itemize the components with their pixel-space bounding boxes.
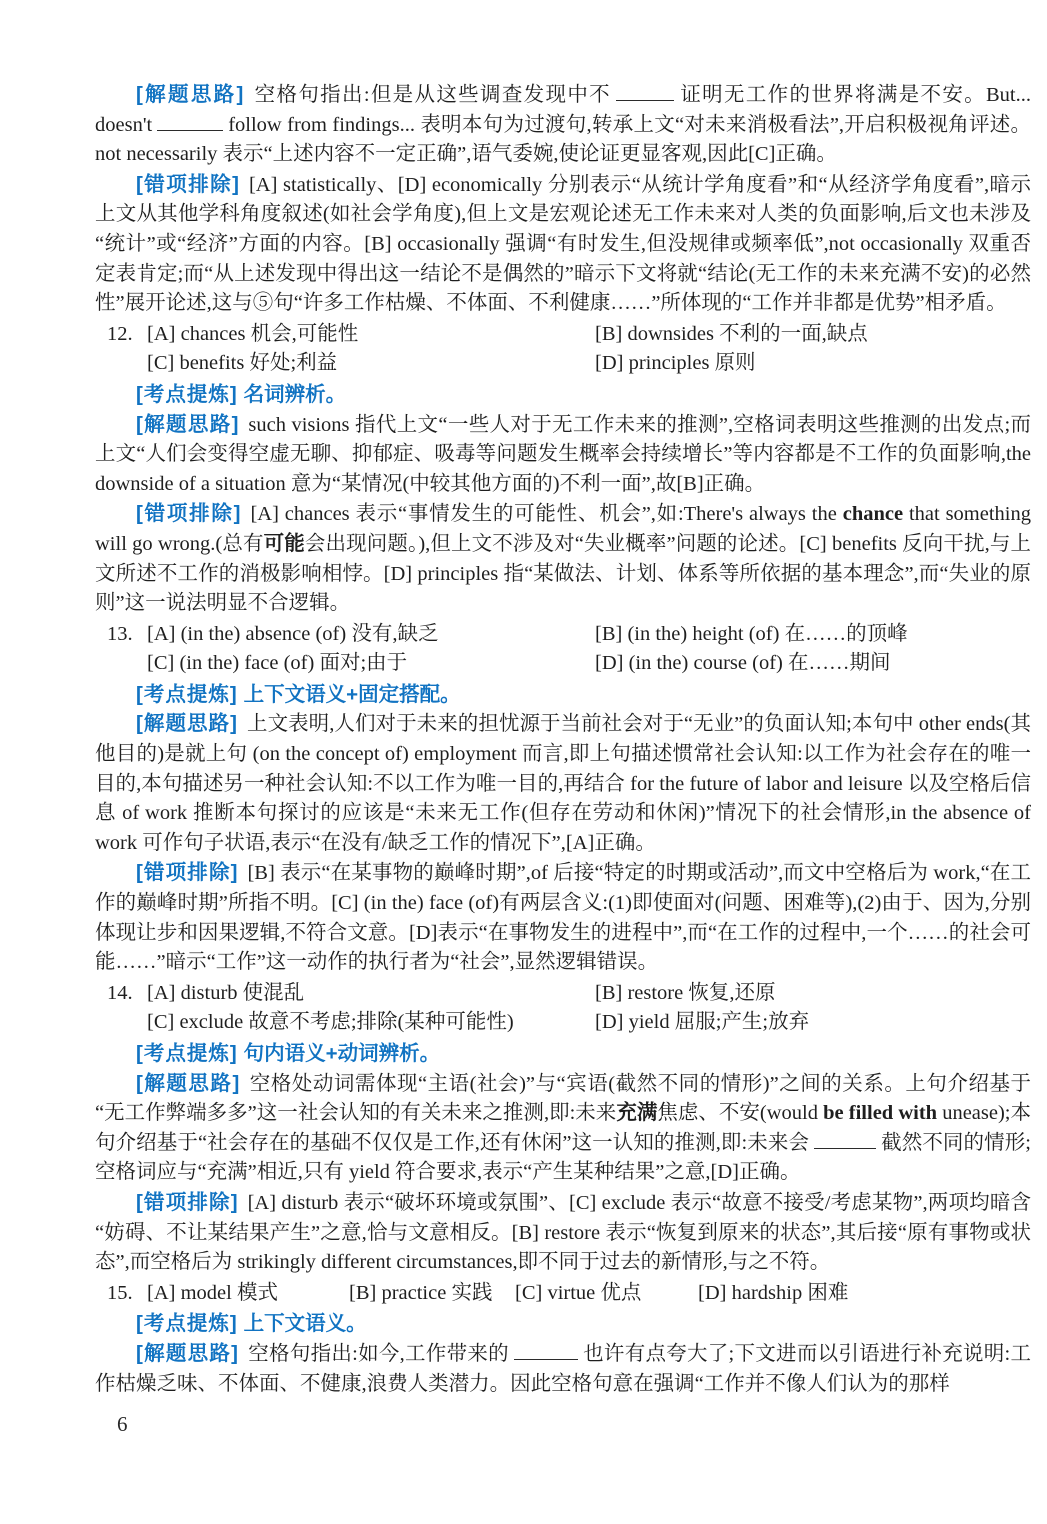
body-text: 空格处动词需体现“主语(社会)”与“宾语(截然不同的情形)”之间的关系。上句介绍基于“无工作弊端多多”这一社会认知的有关未来之推测,即:未来: [95, 1072, 1031, 1125]
section-label: [考点提炼]: [136, 682, 238, 706]
bold-text: 充满: [616, 1102, 658, 1125]
option-word: disturb: [180, 981, 243, 1004]
option-word: benefits: [179, 352, 250, 375]
q13-options: [95, 620, 1031, 679]
keypoint-text: 句内语义+动词辨析。: [243, 1042, 441, 1065]
section-label: [解题思路]: [136, 1341, 240, 1365]
q12-elimination-paragraph: [95, 499, 1031, 618]
keypoint-text: 名词辨析。: [243, 382, 347, 406]
section-label: [错项排除]: [136, 861, 239, 885]
body-text: 会出现问题。),但上文不涉及对“失业概率”问题的论述。[C] benefits 反向干扰,与上文所述不工作的消极影响相悖。[D] principles 指“某做法、计划、体系等所依据的基本理念”,而“失业的原则”这一说法明显不合逻辑。: [95, 532, 1031, 615]
section-label: [解题思路]: [136, 1071, 241, 1095]
option-D: [595, 649, 1031, 679]
section-label: [解题思路]: [136, 712, 238, 736]
option-key: [C]: [515, 1281, 548, 1304]
option-word: restore: [627, 981, 689, 1004]
option-key: [B]: [595, 622, 628, 645]
option-word: chances: [180, 322, 251, 345]
option-word: exclude: [179, 1011, 249, 1034]
option-A: [107, 320, 595, 350]
option-word: practice: [381, 1281, 452, 1304]
option-key: [A]: [147, 1281, 181, 1304]
option-word: downsides: [627, 322, 720, 345]
q13-keypoint-line: [95, 680, 1031, 710]
body-text: [B] 表示“在某事物的巅峰时期”,of 后接“特定的时期或活动”,而文中空格后为 work,“在工作的巅峰时期”所指不明。[C] (in the) face (of)有两层含义:(1)即使面对(问题、困难等),(2)由于、因为,分别体现让步和因果逻辑,不符合文意。[D]表示“在事物发生的进程中”,而“在工作的过程中,一个……的社会可能……”暗示“工作”这一动作的执行者为“社会”,显然逻辑错误。: [95, 862, 1032, 974]
option-key: [C]: [147, 352, 180, 375]
option-B: [595, 620, 1031, 650]
fill-blank-line: [616, 85, 674, 101]
option-gloss: 屈服;产生;放弃: [674, 1011, 810, 1034]
body-text: [A] statistically、[D] economically 分别表示“从统计学角度看”和“从经济学角度看”,暗示上文从其他学科角度叙述(如社会学角度),但上文是宏观论述无工作未来对人类的负面影响,后文也未涉及“统计”或“经济”方面的内容。[B] occasionally 强调“有时发生,但没规律或频率低”,not occasionally 双重否定表肯定;而“从上述发现中得出这一结论不是偶然的”暗示下文将就“结论(无工作的未来充满不安)的必然性”展开论述,这与⑤句“许多工作枯燥、不体面、不利健康……”所体现的“工作并非都是优势”相矛盾。: [95, 173, 1031, 315]
bold-text: be filled with: [823, 1102, 938, 1125]
section-label: [错项排除]: [136, 1190, 239, 1214]
option-key: [B]: [349, 1281, 382, 1304]
body-text: 也许有点夸大了;下文进而以引语进行补充说明:工作枯燥乏味、不体面、不健康,浪费人类潜力。因此空格句意在强调“工作并不像人们认为的那样: [95, 1342, 1031, 1395]
q14-keypoint-line: [95, 1039, 1031, 1069]
option-key: [A]: [147, 981, 181, 1004]
option-word: (in the) course (of): [628, 652, 788, 675]
section-label: [考点提炼]: [136, 382, 238, 406]
page-number: 6: [117, 1412, 128, 1436]
q14-analysis-paragraph: [95, 1069, 1031, 1188]
option-key: [A]: [147, 622, 181, 645]
question-number: 14.: [107, 981, 133, 1004]
q15-analysis-paragraph: [95, 1339, 1031, 1399]
option-key: [A]: [147, 322, 181, 345]
option-D: [595, 349, 1031, 379]
option-gloss: 在……的顶峰: [784, 622, 908, 645]
option-B: [595, 320, 1031, 350]
body-text: 空格句指出:但是从这些调查发现中不: [253, 84, 612, 106]
section-label: [解题思路]: [136, 83, 245, 106]
option-D: [595, 1008, 1031, 1038]
question-number: 13.: [107, 622, 133, 645]
body-text: 证明无工作的世界将满是不安。But... doesn't: [95, 84, 1031, 136]
option-gloss: 好处;利益: [249, 352, 338, 375]
option-gloss: 实践: [451, 1281, 493, 1304]
option-gloss: 原则: [714, 352, 756, 375]
option-A: [107, 620, 595, 650]
q15-options: [95, 1279, 1031, 1309]
option-key: [D]: [698, 1281, 732, 1304]
q15-keypoint-line: [95, 1309, 1031, 1339]
q11-elimination-paragraph: [95, 170, 1031, 319]
option-gloss: 恢复,还原: [688, 981, 776, 1004]
option-word: (in the) height (of): [627, 622, 785, 645]
option-key: [C]: [147, 1011, 180, 1034]
body-text: that something will go wrong.(总有: [95, 503, 1031, 555]
body-text: unease);本句介绍基于“社会存在的基础不仅仅是工作,还有休闲”这一认知的推测,即:未来会: [95, 1102, 1032, 1154]
body-text: 焦虑、不安(would: [657, 1102, 824, 1125]
option-C: [107, 349, 595, 379]
option-gloss: 优点: [600, 1281, 642, 1304]
option-C: [515, 1279, 698, 1309]
section-label: [考点提炼]: [136, 1312, 238, 1336]
section-label: [解题思路]: [136, 412, 240, 436]
option-gloss: 在……期间: [787, 652, 891, 675]
option-key: [D]: [595, 652, 629, 675]
keypoint-text: 上下文语义。: [243, 1312, 367, 1336]
q12-options: [95, 320, 1031, 379]
fill-blank-line: [157, 115, 223, 131]
option-word: virtue: [547, 1281, 601, 1304]
question-number: 15.: [107, 1281, 133, 1304]
question-number: 12.: [107, 322, 133, 345]
body-text: [A] disturb 表示“破坏环境或氛围”、[C] exclude 表示“故意不接受/考虑某物”,两项均暗含“妨碍、不让某结果产生”之意,恰与文意相反。[B] restore 表示“恢复到原来的状态”,其后接“原有事物或状态”,而空格后为 strikingly different circumstances,即不同于过去的新情形,与之不符。: [95, 1191, 1032, 1274]
option-key: [B]: [595, 981, 628, 1004]
q12-keypoint-line: [95, 380, 1031, 410]
content: [95, 80, 1031, 1399]
option-word: (in the) face (of): [179, 652, 320, 675]
fill-blank-line: [514, 1344, 578, 1360]
option-C: [107, 649, 595, 679]
body-text: [A] chances 表示“事情发生的可能性、机会”,如:There's always the: [250, 503, 843, 526]
body-text: 截然不同的情形;空格词应与“充满”相近,只有 yield 符合要求,表示“产生某种结果”之意,[D]正确。: [95, 1131, 1031, 1184]
option-gloss: 困难: [807, 1281, 849, 1304]
body-text: follow from findings... 表明本句为过渡句,转承上文“对未来消极看法”,开启积极视角评述。not necessarily 表示“上述内容不一定正确”,语气委婉,使论证更显客观,因此[C]正确。: [95, 113, 1031, 166]
section-label: [错项排除]: [136, 502, 242, 526]
option-gloss: 使混乱: [242, 981, 305, 1004]
option-A: [107, 979, 595, 1009]
q14-elimination-paragraph: [95, 1188, 1031, 1278]
section-label: [考点提炼]: [136, 1042, 238, 1065]
fill-blank-line: [814, 1133, 876, 1149]
q13-elimination-paragraph: [95, 858, 1031, 977]
option-D: [698, 1279, 1031, 1309]
q12-analysis-paragraph: [95, 410, 1031, 500]
option-word: principles: [628, 352, 715, 375]
option-key: [D]: [595, 352, 629, 375]
q13-analysis-paragraph: [95, 709, 1031, 858]
option-gloss: 没有,缺乏: [351, 622, 439, 645]
option-key: [D]: [595, 1011, 629, 1034]
option-word: (in the) absence (of): [180, 622, 352, 645]
bold-text: chance: [842, 503, 904, 526]
option-word: model: [180, 1281, 237, 1304]
option-gloss: 不利的一面,缺点: [719, 322, 868, 345]
body-text: 上文表明,人们对于未来的担忧源于当前社会对于“无业”的负面认知;本句中 other ends(其他目的)是就上句 (on the concept of) employment 而言,即上句描述惯常社会认知:以工作为社会存在的唯一目的,本句描述另一种社会认知:不以工作为唯一目的,再结合 for the future of labor and leisure 以及空格后信息 of work 推断本句探讨的应该是“未来无工作(但存在劳动和休闲)”情况下的社会情形,in the absence of work 可作句子状语,表示“在没有/缺乏工作的情况下”,[A]正确。: [95, 713, 1032, 854]
q14-options: [95, 979, 1031, 1038]
option-gloss: 机会,可能性: [250, 322, 359, 345]
option-gloss: 面对;由于: [319, 652, 408, 675]
option-word: yield: [628, 1011, 675, 1034]
bold-text: 可能: [263, 532, 305, 555]
option-gloss: 模式: [236, 1281, 278, 1304]
body-text: 空格句指出:如今,工作带来的: [248, 1342, 509, 1365]
option-B: [595, 979, 1031, 1009]
option-C: [107, 1008, 595, 1038]
option-B: [349, 1279, 515, 1309]
option-key: [B]: [595, 322, 628, 345]
option-A: [107, 1279, 349, 1309]
option-key: [C]: [147, 652, 180, 675]
q11-analysis-paragraph: [95, 80, 1031, 170]
option-word: hardship: [731, 1281, 808, 1304]
section-label: [错项排除]: [136, 172, 240, 196]
keypoint-text: 上下文语义+固定搭配。: [243, 682, 461, 706]
option-gloss: 故意不考虑;排除(某种可能性): [248, 1011, 514, 1034]
body-text: such visions 指代上文“一些人对于无工作未来的推测”,空格词表明这些推测的出发点;而上文“人们会变得空虚无聊、抑郁症、吸毒等问题发生概率会持续增长”等内容都是不工作的负面影响,the downside of a situation 意为“某情况(中较其他方面的)不利一面”,故[B]正确。: [95, 413, 1031, 495]
